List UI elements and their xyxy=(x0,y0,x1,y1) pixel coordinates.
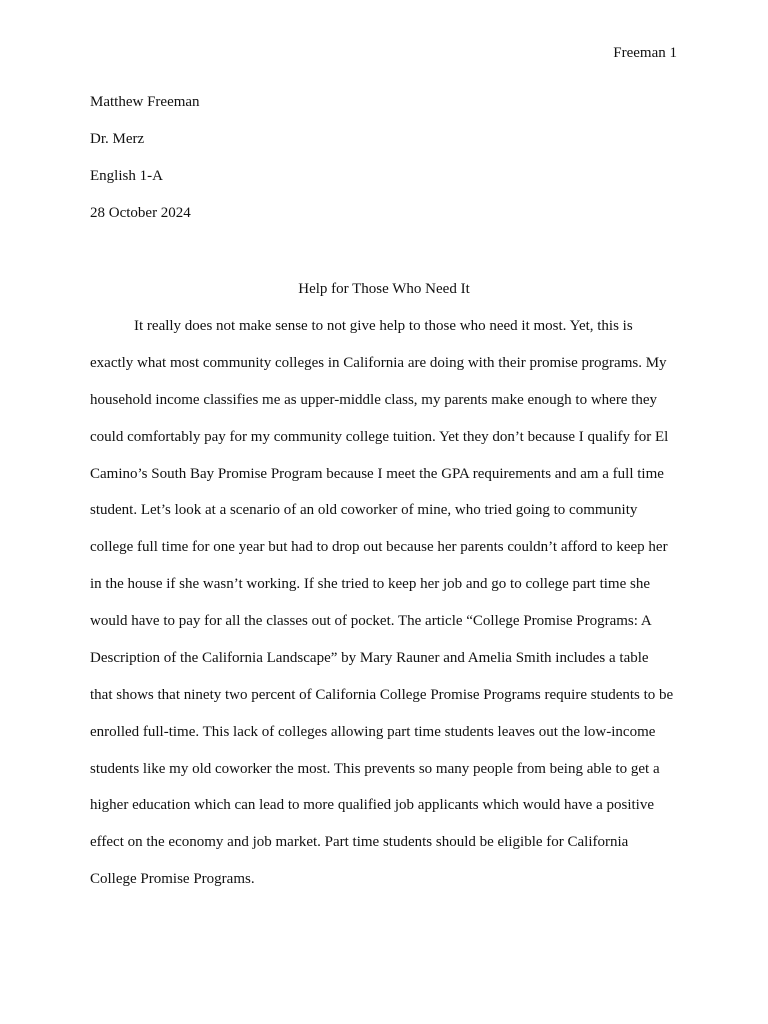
running-header: Freeman 1 xyxy=(613,45,677,61)
body-line: would have to pay for all the classes out of pocket. The article “College Promise Programs: A xyxy=(90,613,652,629)
body-line: higher education which can lead to more qualified job applicants which would have a positive xyxy=(90,797,654,814)
body-line: student. Let’s look at a scenario of an old coworker of mine, who tried going to community xyxy=(90,502,638,519)
course-name: English 1-A xyxy=(90,168,163,184)
body-line: College Promise Programs. xyxy=(90,871,255,888)
body-line: household income classifies me as upper-middle class, my parents make enough to where they xyxy=(90,391,658,408)
body-line: college full time for one year but had to drop out because her parents couldn’t afford to keep her xyxy=(90,539,668,556)
body-line: students like my old coworker the most. This prevents so many people from being able to get a xyxy=(90,760,660,777)
mla-heading xyxy=(90,91,200,239)
essay-date: 28 October 2024 xyxy=(90,205,191,221)
body-line: Description of the California Landscape” by Mary Rauner and Amelia Smith includes a table xyxy=(90,649,649,666)
instructor-name: Dr. Merz xyxy=(90,131,145,147)
body-line: that shows that ninety two percent of California College Promise Programs require students to be xyxy=(90,686,674,703)
essay-body xyxy=(90,315,690,905)
essay-title: Help for Those Who Need It xyxy=(298,281,470,297)
body-line: enrolled full-time. This lack of colleges allowing part time students leaves out the low-income xyxy=(90,723,656,740)
author-name: Matthew Freeman xyxy=(90,94,200,110)
body-line: Camino’s South Bay Promise Program because I meet the GPA requirements and am a full time xyxy=(90,465,664,482)
body-line: could comfortably pay for my community college tuition. Yet they don’t because I qualify for El xyxy=(90,428,669,445)
body-line: effect on the economy and job market. Part time students should be eligible for California xyxy=(90,834,629,851)
body-line: in the house if she wasn’t working. If she tried to keep her job and go to college part time she xyxy=(90,576,650,593)
body-line: exactly what most community colleges in California are doing with their promise programs. My xyxy=(90,354,667,371)
body-line: It really does not make sense to not give help to those who need it most. Yet, this is xyxy=(134,318,633,334)
